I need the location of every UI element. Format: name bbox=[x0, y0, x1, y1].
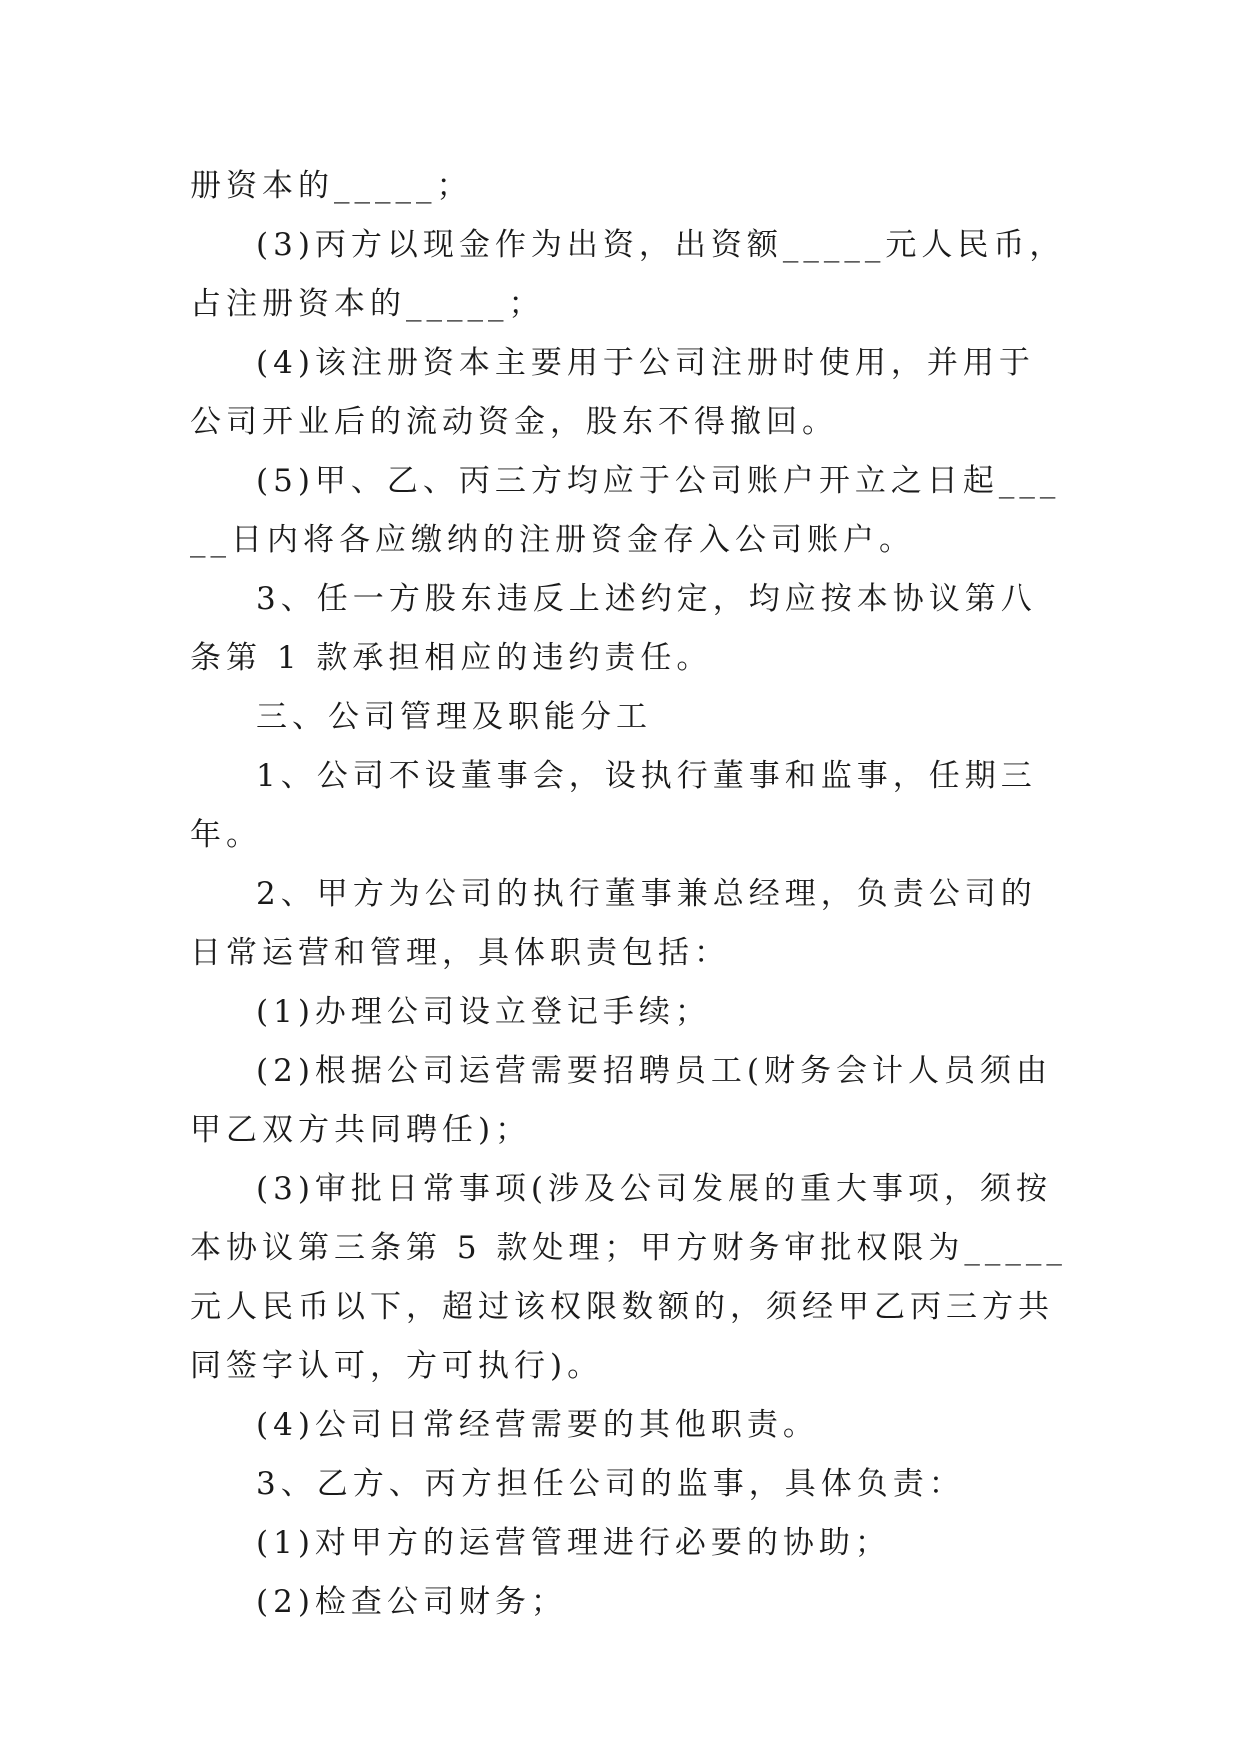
paragraph-registered-capital-continued: 册资本的_____； bbox=[190, 168, 473, 204]
list-item-inspect-finance: (2)检查公司财务； bbox=[256, 1584, 567, 1620]
paragraph-deposit-deadline: (5)甲、乙、丙三方均应于公司账户开立之日起_____日内将各应缴纳的注册资金存入公司账户。 bbox=[190, 463, 1061, 558]
list-item-assist: (1)对甲方的运营管理进行必要的协助； bbox=[256, 1525, 891, 1561]
paragraph-no-board: 1、公司不设董事会，设执行董事和监事，任期三年。 bbox=[190, 758, 1037, 853]
paragraph-capital-usage: (4)该注册资本主要用于公司注册时使用，并用于公司开业后的流动资金，股东不得撤回。 bbox=[190, 345, 1035, 440]
paragraph-breach-liability: 3、任一方股东违反上述约定，均应按本协议第八条第 1 款承担相应的违约责任。 bbox=[190, 581, 1037, 676]
list-item-other-duties: (4)公司日常经营需要的其他职责。 bbox=[256, 1407, 819, 1443]
paragraph-party-a-duties: 2、甲方为公司的执行董事兼总经理，负责公司的日常运营和管理，具体职责包括： bbox=[190, 876, 1037, 971]
section-heading-management: 三、公司管理及职能分工 bbox=[256, 699, 652, 735]
paragraph-party-c-contribution: (3)丙方以现金作为出资，出资额_____元人民币，占注册资本的_____； bbox=[190, 227, 1066, 322]
document-body bbox=[190, 157, 1070, 1632]
list-item-approval: (3)审批日常事项(涉及公司发展的重大事项，须按本协议第三条第 5 款处理；甲方财务审批权限为_____元人民币以下，超过该权限数额的，须经甲乙丙三方共同签字认可，方可执行)。 bbox=[190, 1171, 1067, 1384]
list-item-hiring: (2)根据公司运营需要招聘员工(财务会计人员须由甲乙双方共同聘任)； bbox=[190, 1053, 1053, 1148]
paragraph-supervisors: 3、乙方、丙方担任公司的监事，具体负责： bbox=[256, 1466, 965, 1502]
list-item-registration: (1)办理公司设立登记手续； bbox=[256, 994, 711, 1030]
